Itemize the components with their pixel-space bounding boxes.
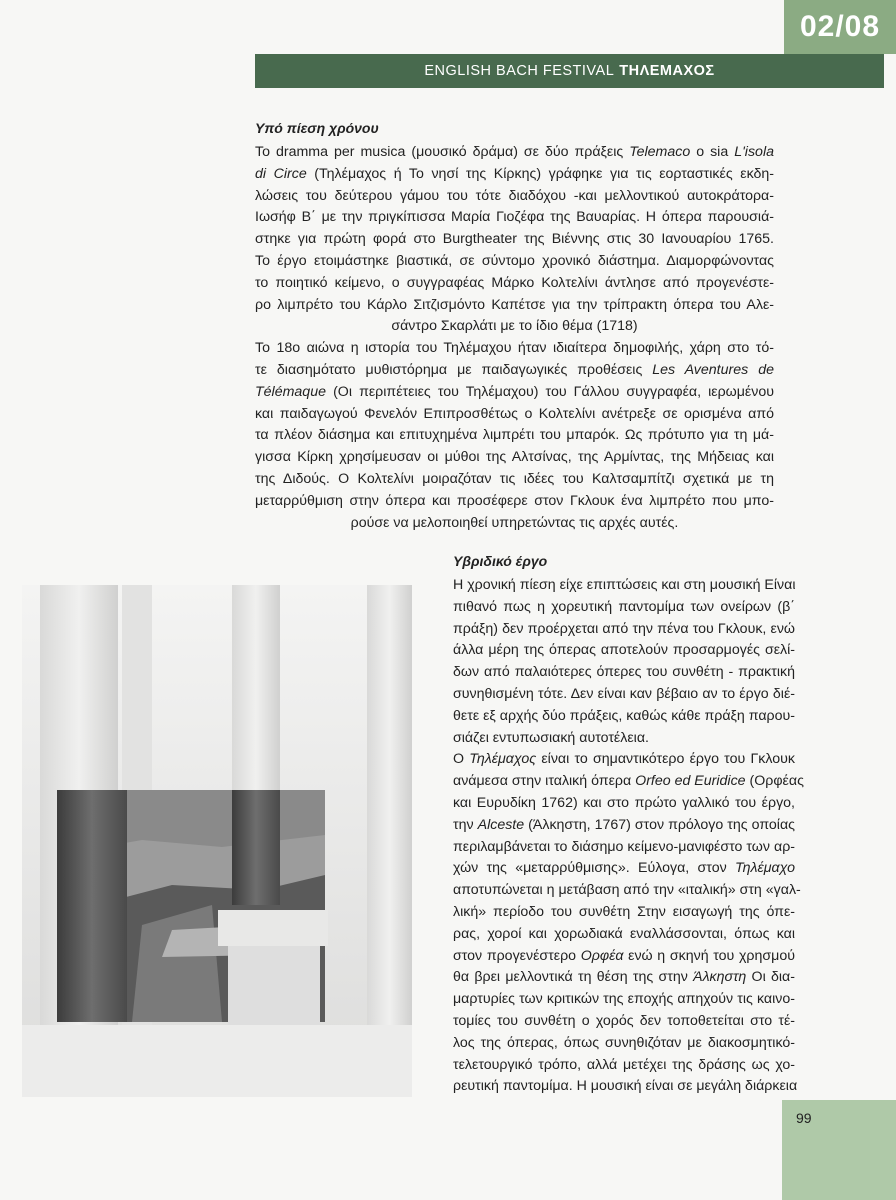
text-line: περιλαμβάνεται το διάσημο κείμενο-μανιφέστο των αρ- <box>453 838 795 855</box>
festival-name: ENGLISH BACH FESTIVAL <box>424 63 615 79</box>
text-line: τομίες του συνθέτη ο χορός δεν τοποθετείται στο τέ- <box>453 1012 795 1029</box>
header-bar <box>255 54 884 88</box>
text-line: λος της όπερας, όπως συνηθιζόταν με διακοσμητικό- <box>453 1034 795 1051</box>
text-line: τελετουργικό τρόπο, αλλά μετέχει της δράσης ως χο- <box>453 1056 795 1073</box>
text-line: σάντρο Σκαρλάτι με το ίδιο θέμα (1718) <box>391 318 638 335</box>
text-line: της Διδούς. Ο Κολτελίνι μοιραζόταν τις ιδέες του Καλτσαμπίτζι σχετικά με τη <box>255 470 774 487</box>
text-line: μαρτυρίες των κριτικών της εποχής απηχούν τις καινο- <box>453 991 795 1008</box>
text-line: τε διασημότατο μυθιστόρημα με παιδαγωγικές προθέσεις Les Aventures de <box>255 361 774 378</box>
text-line: και παιδαγωγού Φενελόν Επιπροσθέτως ο Κολτελίνι ανέτρεξε σε ορισμένα από <box>255 405 774 422</box>
text-line: τα πλέον διάσημα και επιτυχημένα λιμπρέτι του μπαρόκ. Ως πρότυπο για τη μά- <box>255 427 774 444</box>
text-line: Télémaque (Οι περιπέτειες του Τηλέμαχου) του Γάλλου συγγραφέα, ιερωμένου <box>255 383 774 400</box>
text-line: πράξη) δεν προέρχεται από την πένα του Γκλουκ, ενώ <box>453 620 795 637</box>
text-line: μεταρρύθμιση στην όπερα και προσέφερε στον Γκλουκ ένα λιμπρέτο που μπο- <box>255 492 774 509</box>
section1-heading: Υπό πίεση χρόνου <box>255 120 379 136</box>
opera-title: ΤΗΛΕΜΑΧΟΣ <box>619 63 715 79</box>
text-line: στηκε για πρώτη φορά στο Burgtheater της Βιέννης στις 30 Ιανουαρίου 1765. <box>255 231 774 248</box>
text-line: ρας, χοροί και χορωδιακά εναλλάσσονται, όπως και <box>453 925 795 942</box>
text-line: αποτυπώνεται η μετάβαση από την «ιταλική» στη «γαλ- <box>453 882 801 899</box>
text-line: Ιωσήφ Β΄ με την πριγκίπισσα Μαρία Γιοζέφα της Βαυαρίας. Η όπερα παρουσιά- <box>255 209 774 226</box>
text-line: πιθανό πως η χορευτική παντομίμα των ονείρων (β΄ <box>453 598 795 615</box>
text-line: ρούσε να μελοποιηθεί υπηρετώντας τις αρχές αυτές. <box>350 514 679 531</box>
text-line: στον προγενέστερο Ορφέα ενώ η σκηνή του χρησμού <box>453 947 795 964</box>
text-line: Η χρονική πίεση είχε επιπτώσεις και στη μουσική Είναι <box>453 577 796 593</box>
section-tab: 02/08 <box>784 0 896 54</box>
text-line: συνηθισμένη τότε. Δεν είναι καν βέβαιο αν το έργο διέ- <box>453 685 795 702</box>
text-line: γισσα Κίρκη χρησίμευσαν οι μύθοι της Αλτσίνας, της Αρμίντας, της Μήδειας και <box>255 449 774 466</box>
text-line: άλλα μέρη της όπερας αποτελούν προσαρμογές σελί- <box>453 642 795 659</box>
section2-heading: Υβριδικό έργο <box>453 553 548 569</box>
text-line: λώσεις του δεύτερου γάμου του τότε διαδόχου -και μελλοντικού αυτοκράτορα- <box>255 187 774 204</box>
text-line: και Ευρυδίκη 1762) και στο πρώτο γαλλικό του έργο, <box>453 794 795 811</box>
text-line: δων από παλαιότερες όπερες του συνθέτη - πρακτική <box>453 664 795 681</box>
text-line: ρο λιμπρέτο του Κάρλο Σιτζισμόντο Καπέτσε για την τρίπρακτη όπερα του Αλε- <box>255 296 774 313</box>
temple-columns-photo <box>22 585 412 1097</box>
text-line: το ποιητικό κείμενο, ο συγγραφέας Μάρκο Κολτελίνι άντλησε από προγενέστε- <box>255 274 774 291</box>
text-line: di Circe (Τηλέμαχος ή Το νησί της Κίρκης) γράφηκε για τις εορταστικές εκδη- <box>255 165 775 182</box>
text-line: χών της «μεταρρύθμισης». Εύλογα, στον Τηλέμαχο <box>453 860 795 877</box>
text-line: την Alceste (Άλκηστη, 1767) στον πρόλογο της οποίας <box>453 816 795 833</box>
text-line: σιάζει εντυπωσιακή αυτοτέλεια. <box>453 729 649 746</box>
text-line: Το έργο ετοιμάστηκε βιαστικά, σε σύντομο χρονικό διάστημα. Διαμορφώνοντας <box>255 252 774 269</box>
text-line: Το 18ο αιώνα η ιστορία του Τηλέμαχου ήταν ιδιαίτερα δημοφιλής, χάρη στο τό- <box>255 340 774 357</box>
text-line: Το dramma per musica (μουσικό δράμα) σε δύο πράξεις Telemaco o sia L'isola <box>255 144 774 160</box>
section2-text <box>453 575 804 1098</box>
text-line: Ο Τηλέμαχος είναι το σημαντικότερο έργο του Γκλουκ <box>453 751 795 768</box>
text-line: λική» περίοδο του συνθέτη Στην εισαγωγή της όπε- <box>453 903 795 920</box>
text-line: θα βρει μελλοντικά τη θέση της στην Άλκηστη Οι δια- <box>453 969 795 986</box>
section1-text <box>255 142 774 534</box>
page-number: 99 <box>796 1110 812 1126</box>
text-line: ανάμεσα στην ιταλική όπερα Orfeo ed Euridice (Ορφέας <box>453 773 804 790</box>
text-line: ρευτική παντομίμα. Η μουσική είναι σε μεγάλη διάρκεια <box>453 1078 798 1095</box>
text-line: θετε εξ αρχής δύο πράξεις, καθώς κάθε πράξη παρου- <box>453 707 795 724</box>
